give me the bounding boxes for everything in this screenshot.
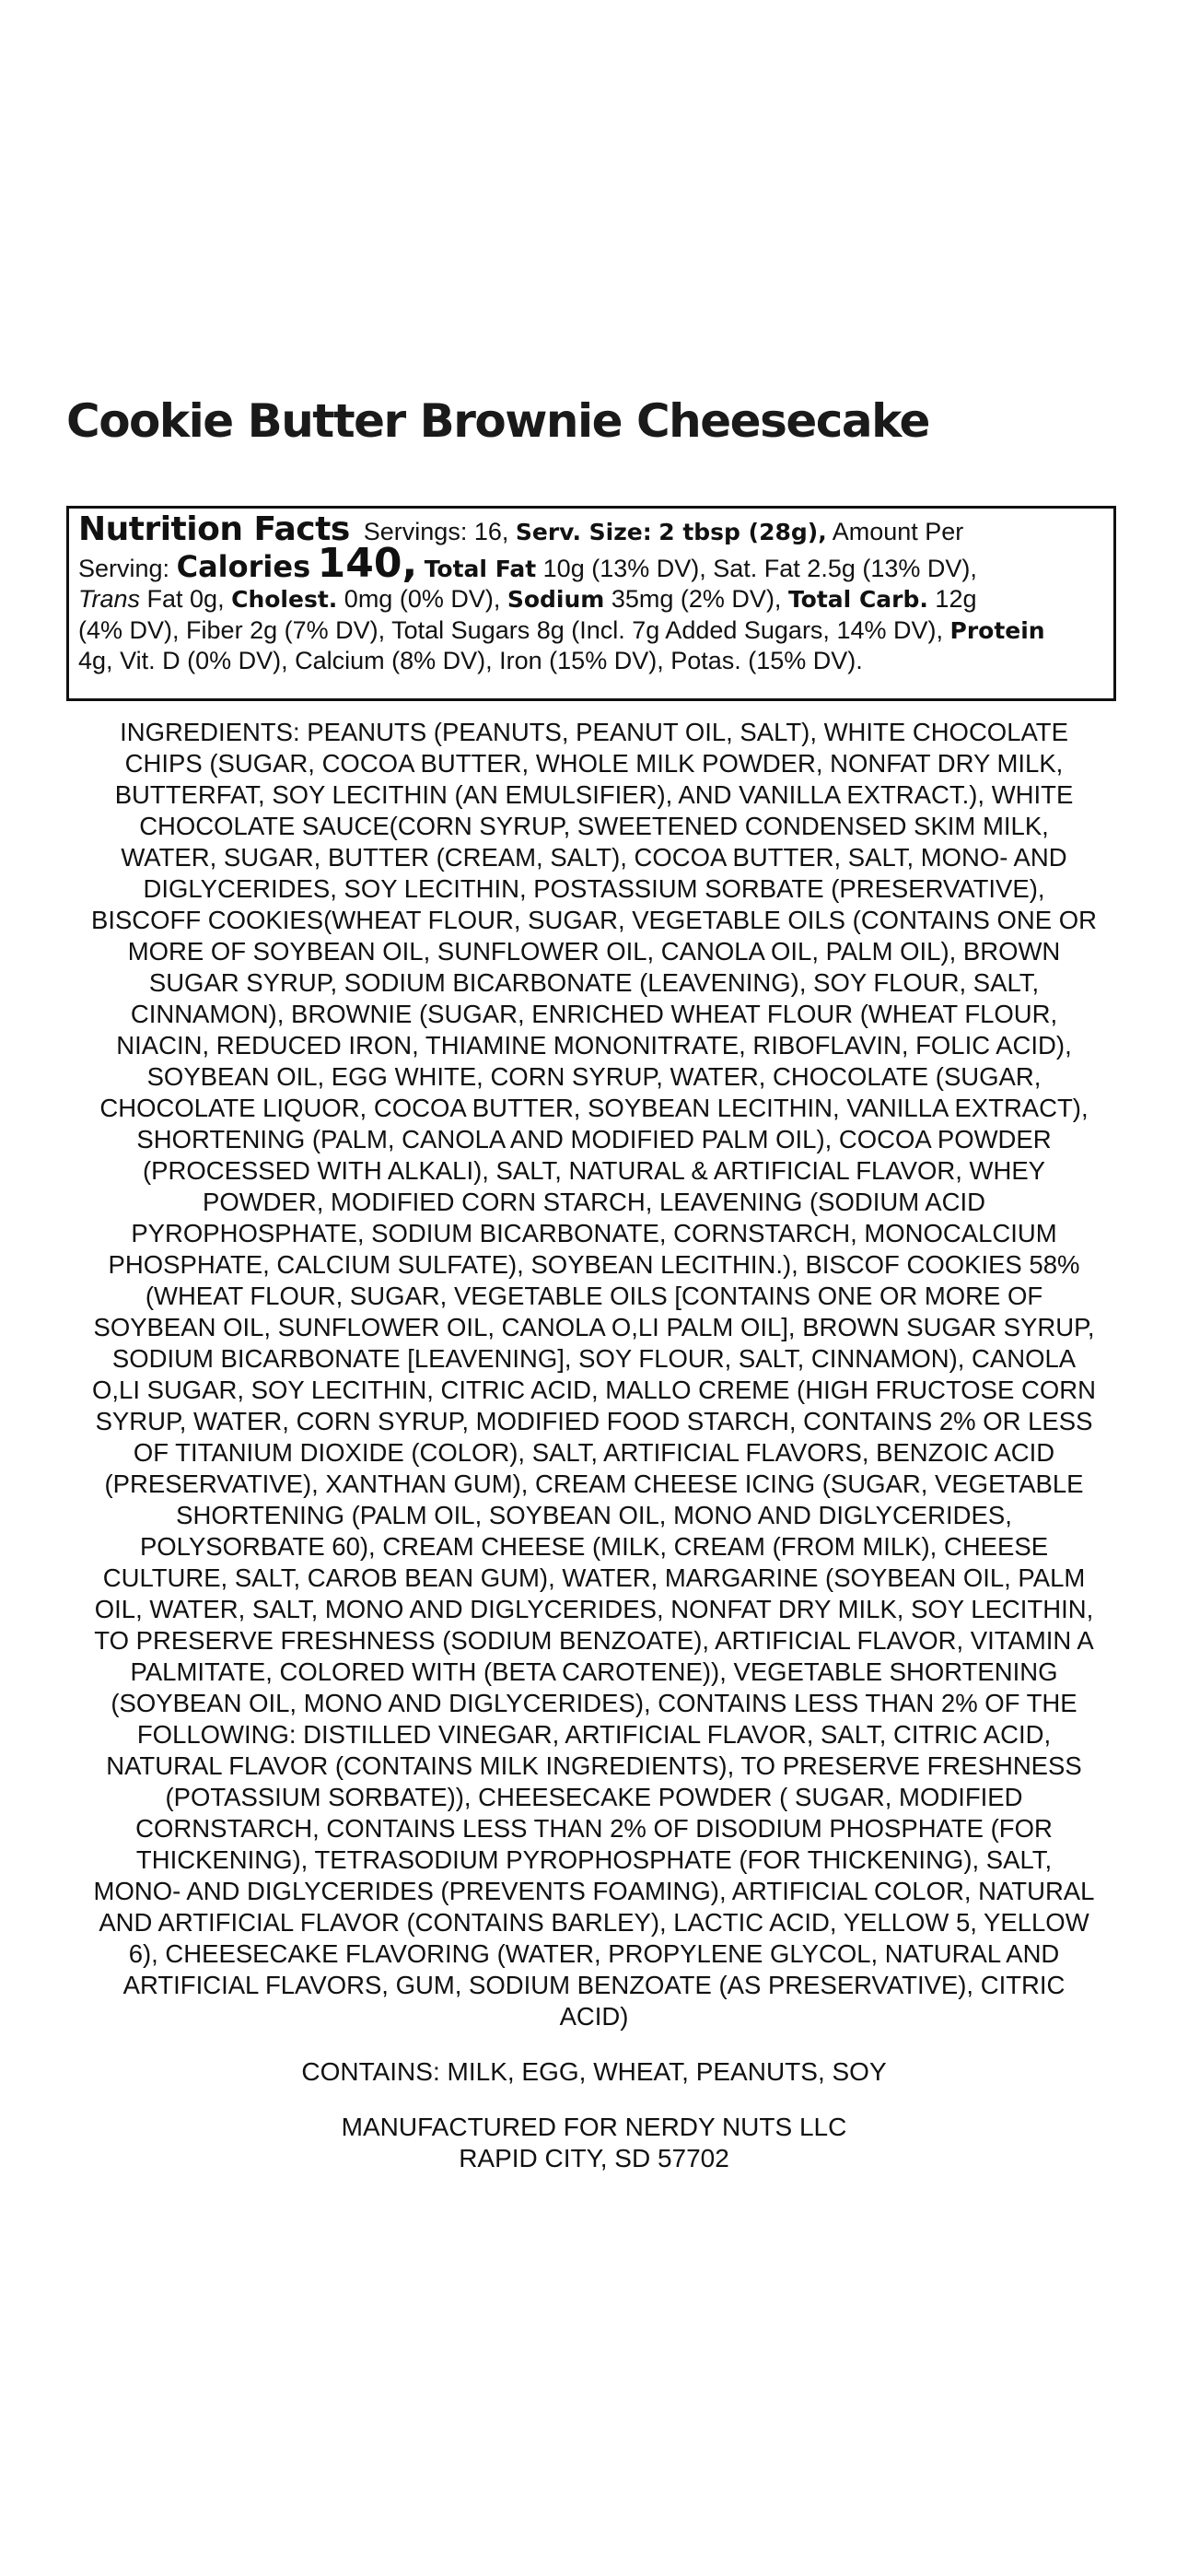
trans-label: Trans (78, 585, 141, 613)
ingredients-line: PYROPHOSPHATE, SODIUM BICARBONATE, CORNSTARCH, MONOCALCIUM (131, 1219, 1057, 1247)
total-carb-label: Total Carb. (787, 586, 928, 613)
serving-size-label: Serv. Size: (515, 519, 652, 545)
nutrition-line-2 (78, 539, 1104, 587)
ingredients-line: (POTASSIUM SORBATE)), CHEESECAKE POWDER ( SUGAR, MODIFIED (165, 1783, 1023, 1811)
manufacturer-name: MANUFACTURED FOR NERDY NUTS LLC (341, 2113, 847, 2141)
ingredients-line: SODIUM BICARBONATE [LEAVENING], SOY FLOUR, SALT, CINNAMON), CANOLA (111, 1344, 1077, 1373)
ingredients-line: CINNAMON), BROWNIE (SUGAR, ENRICHED WHEAT FLOUR (WHEAT FLOUR, (130, 1000, 1058, 1028)
ingredients-line: DIGLYCERIDES, SOY LECITHIN, POSTASSIUM SORBATE (PRESERVATIVE), (143, 874, 1045, 903)
ingredients-line: CORNSTARCH, CONTAINS LESS THAN 2% OF DISODIUM PHOSPHATE (FOR (135, 1814, 1053, 1843)
ingredients-line: (SOYBEAN OIL, MONO AND DIGLYCERIDES), CONTAINS LESS THAN 2% OF THE (111, 1689, 1077, 1717)
vitamins-text: Vit. D (0% DV), Calcium (8% DV), Iron (15% DV), Potas. (15% DV). (120, 647, 863, 674)
ingredients-line: SYRUP, WATER, CORN SYRUP, MODIFIED FOOD STARCH, CONTAINS 2% OR LESS (95, 1407, 1093, 1435)
ingredients-line: MONO- AND DIGLYCERIDES (PREVENTS FOAMING), ARTIFICIAL COLOR, NATURAL (93, 1877, 1095, 1905)
sodium-value: 35mg (2% DV), (611, 585, 782, 613)
nutrition-line-1 (78, 510, 1104, 548)
total-fat-label: Total Fat (424, 555, 537, 582)
ingredients-line: SHORTENING (PALM, CANOLA AND MODIFIED PALM OIL), COCOA POWDER (136, 1125, 1052, 1153)
ingredients-line: OIL, WATER, SALT, MONO AND DIGLYCERIDES, NONFAT DRY MILK, SOY LECITHIN, (94, 1595, 1094, 1623)
ingredients-line: NATURAL FLAVOR (CONTAINS MILK INGREDIENTS), TO PRESERVE FRESHNESS (106, 1751, 1082, 1780)
ingredients-line: (PRESERVATIVE), XANTHAN GUM), CREAM CHEESE ICING (SUGAR, VEGETABLE (104, 1469, 1084, 1498)
total-carb-value: 12g (935, 585, 977, 613)
ingredients-line: CHOCOLATE SAUCE(CORN SYRUP, SWEETENED CONDENSED SKIM MILK, (139, 812, 1049, 840)
ingredients-line: (WHEAT FLOUR, SUGAR, VEGETABLE OILS [CONTAINS ONE OR MORE OF (145, 1282, 1043, 1310)
protein-label: Protein (949, 616, 1045, 644)
sugars-text: Total Sugars 8g (Incl. 7g Added Sugars, 14% DV), (391, 615, 943, 644)
ingredients-line: CHIPS (SUGAR, COCOA BUTTER, WHOLE MILK POWDER, NONFAT DRY MILK, (124, 749, 1064, 778)
ingredients-line: MORE OF SOYBEAN OIL, SUNFLOWER OIL, CANOLA OIL, PALM OIL), BROWN (127, 937, 1061, 966)
nutrition-line-3 (78, 584, 1104, 615)
nutrition-facts-panel (66, 506, 1116, 701)
ingredients-line: ARTIFICIAL FLAVORS, GUM, SODIUM BENZOATE (AS PRESERVATIVE), CITRIC (122, 1971, 1066, 1999)
servings-text: Servings: 16, (363, 518, 509, 545)
protein-value: 4g, (78, 647, 113, 674)
total-fat-value: 10g (13% DV), (542, 554, 706, 582)
ingredients-line: SOYBEAN OIL, SUNFLOWER OIL, CANOLA O,LI PALM OIL], BROWN SUGAR SYRUP, (93, 1313, 1095, 1341)
ingredients-line: CHOCOLATE LIQUOR, COCOA BUTTER, SOYBEAN LECITHIN, VANILLA EXTRACT), (99, 1094, 1089, 1122)
sat-fat-text: Sat. Fat 2.5g (13% DV), (713, 554, 977, 582)
nutrition-line-4 (78, 615, 1104, 647)
ingredients-line: CULTURE, SALT, CAROB BEAN GUM), WATER, MARGARINE (SOYBEAN OIL, PALM (102, 1563, 1086, 1592)
trans-value: Fat 0g, (146, 585, 225, 613)
sodium-label: Sodium (507, 586, 605, 613)
ingredients-line: 6), CHEESECAKE FLAVORING (WATER, PROPYLENE GLYCOL, NATURAL AND (128, 1939, 1060, 1968)
nutrition-facts-heading: Nutrition Facts (78, 510, 350, 548)
ingredients-line: AND ARTIFICIAL FLAVOR (CONTAINS BARLEY), LACTIC ACID, YELLOW 5, YELLOW (99, 1908, 1089, 1937)
product-title: Cookie Butter Brownie Cheesecake (66, 394, 929, 448)
fiber-text: Fiber 2g (7% DV), (186, 615, 386, 644)
nutrition-line-5 (78, 646, 1104, 677)
ingredients-line: NIACIN, REDUCED IRON, THIAMINE MONONITRATE, RIBOFLAVIN, FOLIC ACID), (116, 1031, 1072, 1060)
ingredients-line: PALMITATE, COLORED WITH (BETA CAROTENE)), VEGETABLE SHORTENING (130, 1657, 1058, 1686)
allergen-statement: CONTAINS: MILK, EGG, WHEAT, PEANUTS, SOY (301, 2057, 887, 2086)
serving-size-value: 2 tbsp (28g), (658, 519, 827, 545)
serving-text: Serving: (78, 554, 170, 582)
amount-per-text: Amount Per (832, 518, 964, 545)
ingredients-line: ACID) (559, 2002, 629, 2031)
total-carb-dv: (4% DV), (78, 615, 180, 644)
ingredients-line: SOYBEAN OIL, EGG WHITE, CORN SYRUP, WATER, CHOCOLATE (SUGAR, (146, 1062, 1042, 1091)
cholesterol-value: 0mg (0% DV), (344, 585, 501, 613)
ingredients-line: BISCOFF COOKIES(WHEAT FLOUR, SUGAR, VEGETABLE OILS (CONTAINS ONE OR (90, 906, 1097, 934)
calories-label: Calories (176, 548, 311, 584)
ingredients-line: INGREDIENTS: PEANUTS (PEANUTS, PEANUT OIL, SALT), WHITE CHOCOLATE (120, 718, 1068, 746)
ingredients-line: PHOSPHATE, CALCIUM SULFATE), SOYBEAN LECITHIN.), BISCOF COOKIES 58% (108, 1250, 1080, 1279)
ingredients-line: POWDER, MODIFIED CORN STARCH, LEAVENING (SODIUM ACID (202, 1188, 986, 1216)
calories-value: 140, (317, 539, 418, 587)
ingredients-line: SHORTENING (PALM OIL, SOYBEAN OIL, MONO AND DIGLYCERIDES, (176, 1501, 1012, 1529)
manufacturer-address: RAPID CITY, SD 57702 (459, 2144, 729, 2172)
ingredients-line: FOLLOWING: DISTILLED VINEGAR, ARTIFICIAL FLAVOR, SALT, CITRIC ACID, (136, 1720, 1052, 1749)
ingredients-line: BUTTERFAT, SOY LECITHIN (AN EMULSIFIER), AND VANILLA EXTRACT.), WHITE (114, 780, 1074, 809)
ingredients-line: THICKENING), TETRASODIUM PYROPHOSPHATE (FOR THICKENING), SALT, (135, 1845, 1053, 1874)
manufacturer-info (66, 2112, 1122, 2174)
ingredients-line: TO PRESERVE FRESHNESS (SODIUM BENZOATE), ARTIFICIAL FLAVOR, VITAMIN A (94, 1626, 1094, 1655)
ingredients-line: SUGAR SYRUP, SODIUM BICARBONATE (LEAVENING), SOY FLOUR, SALT, (148, 968, 1040, 997)
ingredients-line: WATER, SUGAR, BUTTER (CREAM, SALT), COCOA BUTTER, SALT, MONO- AND (121, 843, 1067, 872)
cholesterol-label: Cholest. (231, 586, 338, 613)
ingredients-line: OF TITANIUM DIOXIDE (COLOR), SALT, ARTIFICIAL FLAVORS, BENZOIC ACID (133, 1438, 1055, 1467)
ingredients-line: (PROCESSED WITH ALKALI), SALT, NATURAL & ARTIFICIAL FLAVOR, WHEY (142, 1156, 1046, 1185)
ingredients-list (66, 717, 1122, 2032)
ingredients-line: O,LI SUGAR, SOY LECITHIN, CITRIC ACID, MALLO CREME (HIGH FRUCTOSE CORN (92, 1376, 1096, 1404)
ingredients-line: POLYSORBATE 60), CREAM CHEESE (MILK, CREAM (FROM MILK), CHEESE (139, 1532, 1049, 1561)
